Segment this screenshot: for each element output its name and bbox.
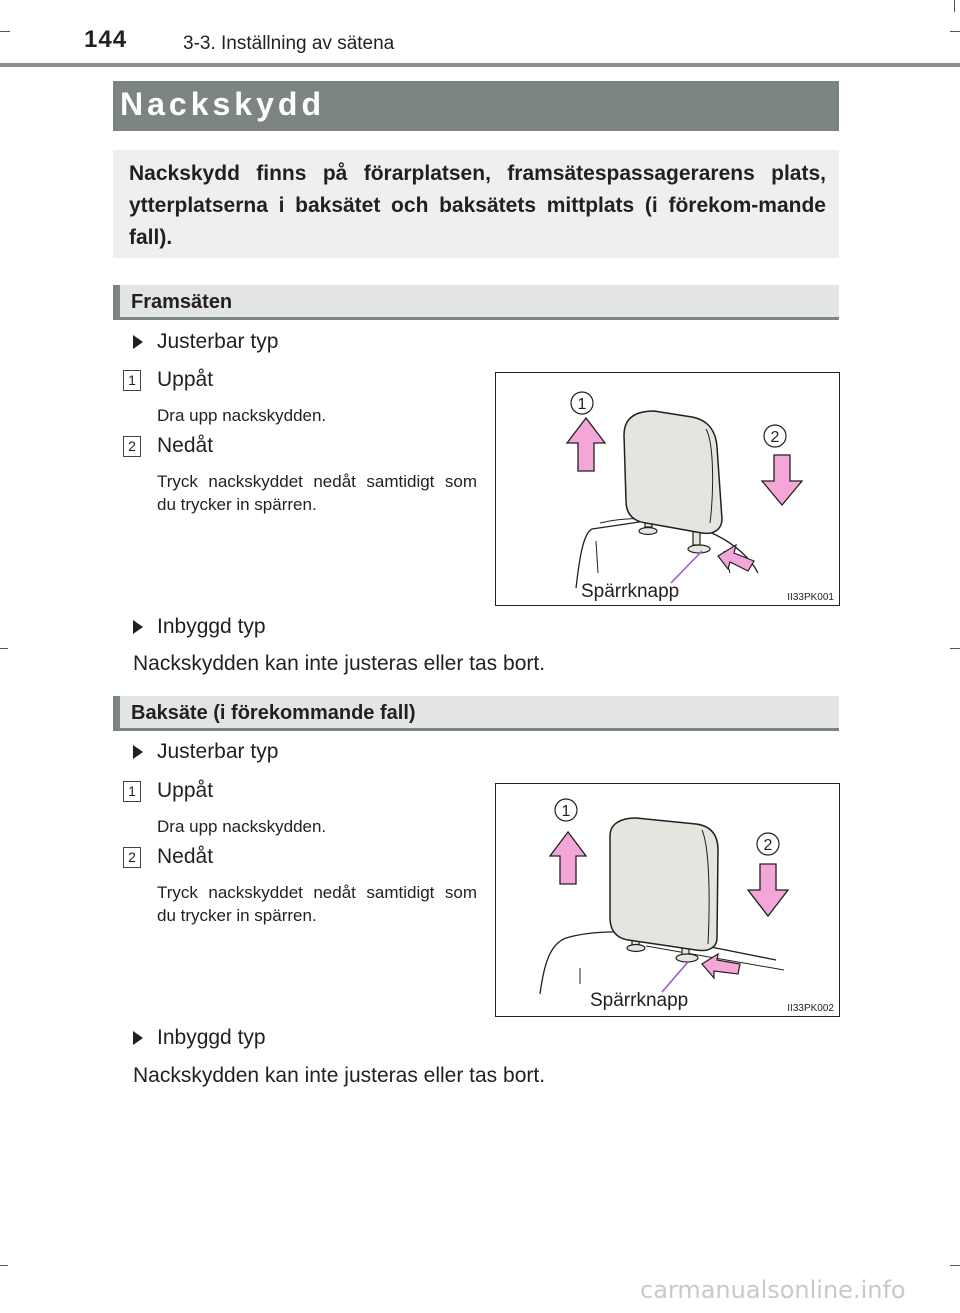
- triangle-bullet-icon: [133, 620, 143, 634]
- rear-adjustable-label: Justerbar typ: [157, 740, 279, 763]
- page-title: Nackskydd: [120, 86, 325, 122]
- headrest-figure-front: [495, 372, 840, 606]
- number-badge: 1: [123, 781, 141, 802]
- headrest-illustration: [496, 784, 839, 1016]
- crop-mark: [954, 0, 955, 12]
- item-desc: Tryck nackskyddet nedåt samtidigt som du trycker in spärren.: [157, 883, 477, 925]
- crop-mark: [0, 1265, 8, 1266]
- intro-text: Nackskydd finns på förarplatsen, framsätespassagerarens plats, ytterplatserna i baksätet och baksätets mittplats (i förekom-mande fall).: [129, 162, 826, 249]
- crop-mark: [0, 31, 10, 32]
- section-title: 3-3. Inställning av sätena: [183, 33, 395, 54]
- item-desc: Dra upp nackskydden.: [157, 817, 327, 836]
- subheading-accent: [113, 285, 120, 320]
- number-badge: 2: [123, 436, 141, 457]
- item-title: Nedåt: [157, 845, 214, 868]
- lock-button-label: Spärrknapp: [581, 581, 680, 602]
- item-desc: Dra upp nackskydden.: [157, 406, 327, 425]
- triangle-bullet-icon: [133, 335, 143, 349]
- crop-mark: [950, 31, 960, 32]
- callout-1: 1: [561, 803, 571, 820]
- rear-builtin-text: Nackskydden kan inte justeras eller tas bort.: [133, 1064, 546, 1087]
- item-title: Uppåt: [157, 368, 214, 391]
- item-title: Nedåt: [157, 434, 214, 457]
- callout-2: 2: [763, 837, 773, 854]
- crop-mark: [950, 1265, 960, 1266]
- triangle-bullet-icon: [133, 1031, 143, 1045]
- headrest-illustration: [496, 373, 839, 605]
- figure-code: II33PK002: [787, 1003, 834, 1014]
- callout-1: 1: [577, 396, 587, 413]
- item-title: Uppåt: [157, 779, 214, 802]
- number-badge: 2: [123, 847, 141, 868]
- figure-code: II33PK001: [787, 592, 834, 603]
- front-builtin-text: Nackskydden kan inte justeras eller tas bort.: [133, 652, 546, 675]
- lock-button-label: Spärrknapp: [590, 990, 689, 1011]
- subheading-front: Framsäten: [131, 291, 233, 313]
- headrest-figure-rear: [495, 783, 840, 1017]
- page-number: 144: [84, 26, 128, 53]
- crop-mark: [0, 648, 8, 649]
- rear-builtin-label: Inbyggd typ: [157, 1026, 266, 1049]
- header-rule: [0, 63, 960, 67]
- subheading-accent: [113, 696, 120, 731]
- watermark: carmanualsonline.info: [640, 1276, 906, 1304]
- item-desc: Tryck nackskyddet nedåt samtidigt som du trycker in spärren.: [157, 472, 477, 514]
- front-adjustable-label: Justerbar typ: [157, 330, 279, 353]
- front-builtin-label: Inbyggd typ: [157, 615, 266, 638]
- callout-2: 2: [770, 429, 780, 446]
- subheading-rear: Baksäte (i förekommande fall): [131, 702, 416, 724]
- triangle-bullet-icon: [133, 745, 143, 759]
- crop-mark: [950, 648, 960, 649]
- number-badge: 1: [123, 370, 141, 391]
